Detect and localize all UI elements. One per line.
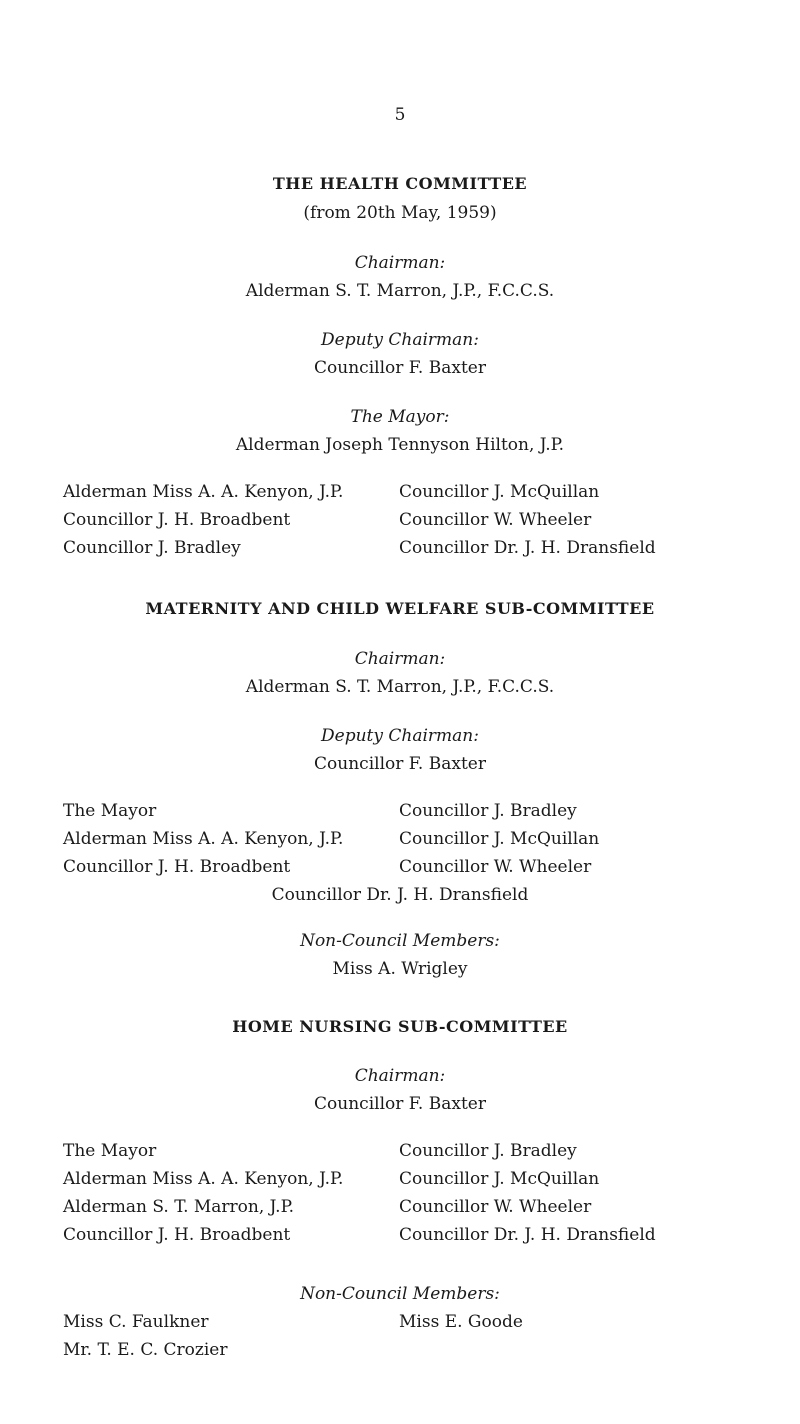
- maternity-non-council-member: Miss A. Wrigley: [332, 959, 468, 979]
- maternity-chairman-name: Alderman S. T. Marron, J.P., F.C.C.S.: [245, 677, 555, 697]
- non-council-member-entry: Miss E. Goode: [399, 1312, 523, 1332]
- member-entry: Councillor J. Bradley: [399, 1141, 577, 1161]
- member-entry: Councillor J. McQuillan: [399, 829, 600, 849]
- home-nursing-non-council-label: Non-Council Members:: [300, 1284, 500, 1304]
- health-deputy-name: Councillor F. Baxter: [314, 358, 486, 378]
- health-committee-subtitle: (from 20th May, 1959): [303, 203, 497, 223]
- health-deputy-label: Deputy Chairman:: [321, 330, 479, 350]
- member-entry: Councillor J. H. Broadbent: [63, 857, 291, 877]
- member-entry: Councillor W. Wheeler: [399, 857, 592, 877]
- maternity-chairman-label: Chairman:: [354, 649, 446, 669]
- member-entry: Councillor Dr. J. H. Dransfield: [399, 1225, 656, 1245]
- health-mayor-label: The Mayor:: [350, 407, 450, 427]
- member-entry: Councillor Dr. J. H. Dransfield: [399, 538, 656, 558]
- maternity-deputy-label: Deputy Chairman:: [321, 726, 479, 746]
- page-number: 5: [394, 105, 406, 125]
- member-entry: The Mayor: [63, 1141, 157, 1161]
- member-entry: Councillor J. McQuillan: [399, 1169, 600, 1189]
- non-council-member-entry: Miss C. Faulkner: [63, 1312, 209, 1332]
- member-entry: Councillor J. McQuillan: [399, 482, 600, 502]
- member-entry: Councillor J. Bradley: [63, 538, 241, 558]
- maternity-centered-member: Councillor Dr. J. H. Dransfield: [271, 885, 529, 905]
- health-chairman-label: Chairman:: [354, 253, 446, 273]
- member-entry: Alderman Miss A. A. Kenyon, J.P.: [63, 1169, 344, 1189]
- maternity-title: MATERNITY AND CHILD WELFARE SUB-COMMITTEE: [145, 599, 655, 618]
- home-nursing-title: HOME NURSING SUB-COMMITTEE: [232, 1017, 568, 1036]
- home-nursing-chairman-name: Councillor F. Baxter: [314, 1094, 486, 1114]
- maternity-deputy-name: Councillor F. Baxter: [314, 754, 486, 774]
- health-chairman-name: Alderman S. T. Marron, J.P., F.C.C.S.: [245, 281, 555, 301]
- health-mayor-name: Alderman Joseph Tennyson Hilton, J.P.: [235, 435, 565, 455]
- member-entry: The Mayor: [63, 801, 157, 821]
- home-nursing-chairman-label: Chairman:: [354, 1066, 446, 1086]
- member-entry: Alderman Miss A. A. Kenyon, J.P.: [63, 482, 344, 502]
- maternity-non-council-label: Non-Council Members:: [300, 931, 500, 951]
- member-entry: Councillor J. H. Broadbent: [63, 1225, 291, 1245]
- member-entry: Alderman Miss A. A. Kenyon, J.P.: [63, 829, 344, 849]
- member-entry: Alderman S. T. Marron, J.P.: [63, 1197, 294, 1217]
- member-entry: Councillor J. H. Broadbent: [63, 510, 291, 530]
- member-entry: Councillor W. Wheeler: [399, 1197, 592, 1217]
- health-committee-title: THE HEALTH COMMITTEE: [272, 174, 528, 193]
- member-entry: Councillor J. Bradley: [399, 801, 577, 821]
- non-council-member-entry: Mr. T. E. C. Crozier: [63, 1340, 228, 1360]
- member-entry: Councillor W. Wheeler: [399, 510, 592, 530]
